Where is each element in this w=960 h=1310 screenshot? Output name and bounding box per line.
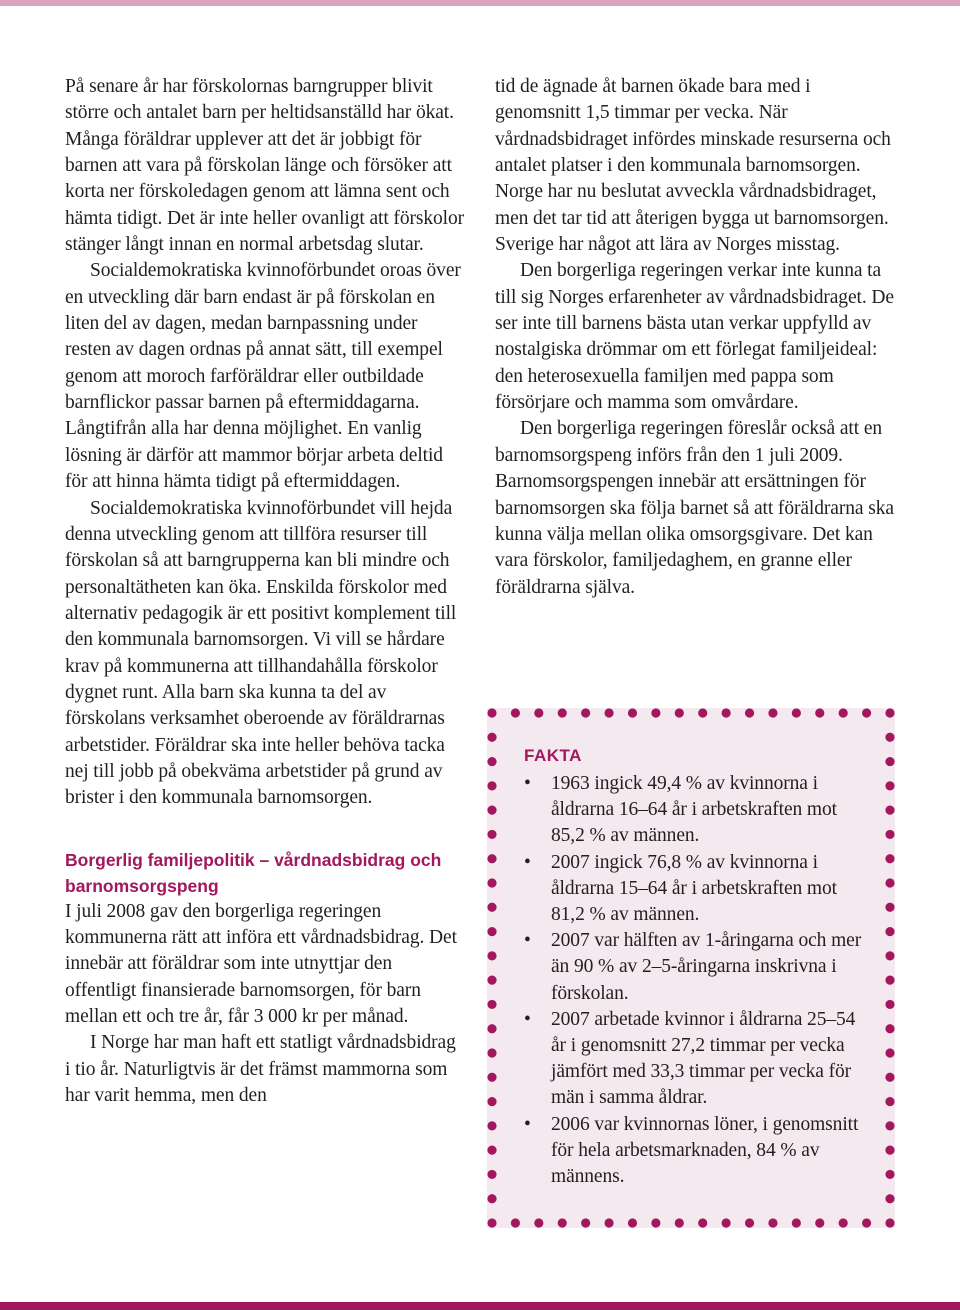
border-dot <box>885 1218 894 1227</box>
border-dot <box>885 976 894 985</box>
border-dot <box>768 1218 777 1227</box>
border-dot <box>487 1146 496 1155</box>
border-dot <box>511 1218 520 1227</box>
border-dot <box>558 1218 567 1227</box>
left-text-column <box>65 74 465 1109</box>
border-dot <box>487 806 496 815</box>
border-dot <box>862 1218 871 1227</box>
border-dot <box>815 1218 824 1227</box>
border-dot <box>698 708 707 717</box>
border-dot <box>885 1024 894 1033</box>
border-dot <box>885 806 894 815</box>
border-dot <box>487 1048 496 1057</box>
border-dot <box>885 708 894 717</box>
border-dot <box>487 976 496 985</box>
border-dot <box>487 708 496 717</box>
border-dot <box>487 1121 496 1130</box>
border-dot <box>558 708 567 717</box>
border-dot <box>581 1218 590 1227</box>
body-paragraph: I Norge har man haft ett statligt vårdnadsbidrag i tio år. Naturligtvis är det främst mammorna som har varit hemma, men den <box>65 1032 456 1107</box>
border-dot <box>487 927 496 936</box>
border-dot <box>487 733 496 742</box>
bottom-decorative-bar <box>0 1302 960 1310</box>
border-dot <box>628 708 637 717</box>
border-dot <box>487 1073 496 1082</box>
border-dot <box>487 830 496 839</box>
fakta-box <box>487 708 895 1228</box>
border-dot <box>534 1218 543 1227</box>
border-dot <box>675 708 684 717</box>
border-dot <box>511 708 520 717</box>
border-dot <box>722 1218 731 1227</box>
fakta-item: • 2007 ingick 76,8 % av kvinnorna i åldrarna 15–64 år i arbetskraften mot 81,2 % av männen. <box>524 850 864 929</box>
border-dot <box>651 708 660 717</box>
fakta-item: • 2007 var hälften av 1-åringarna och mer än 90 % av 2–5-åringarna inskrivna i förskolan. <box>524 928 864 1007</box>
border-dot <box>698 1218 707 1227</box>
border-dot <box>487 1194 496 1203</box>
border-dot <box>722 708 731 717</box>
border-dot <box>839 708 848 717</box>
border-dot <box>487 1218 496 1227</box>
body-paragraph: I juli 2008 gav den borgerliga regeringen kommunerna rätt att införa ett vårdnadsbidrag. Det innebär att föräldrar som inte utnyttjar den offentligt finansierade barnomsorgen, för barn mellan ett och tre år, får 3 000 kr per månad. <box>65 900 457 1027</box>
border-dot <box>885 927 894 936</box>
border-dot <box>604 1218 613 1227</box>
border-dot <box>534 708 543 717</box>
border-dot <box>885 1121 894 1130</box>
border-dot <box>487 854 496 863</box>
border-dot <box>815 708 824 717</box>
border-dot <box>885 1097 894 1106</box>
section-heading: Borgerlig familjepolitik – vårdnadsbidrag och barnomsorgspeng <box>65 849 442 896</box>
border-dot <box>885 830 894 839</box>
border-dot <box>487 951 496 960</box>
border-dot <box>487 781 496 790</box>
border-dot <box>885 1048 894 1057</box>
border-dot <box>487 878 496 887</box>
border-dot <box>745 708 754 717</box>
border-dot <box>745 1218 754 1227</box>
border-dot <box>604 708 613 717</box>
border-dot <box>628 1218 637 1227</box>
fakta-item: • 1963 ingick 49,4 % av kvinnorna i åldrarna 16–64 år i arbetskraften mot 85,2 % av männen. <box>524 771 864 850</box>
border-dot <box>885 903 894 912</box>
border-dot <box>487 1097 496 1106</box>
body-paragraph: På senare år har förskolornas barngrupper blivit större och antalet barn per heltidsanställd har ökat. Många föräldrar upplever att det är jobbigt för barnen att vara på förskolan länge och försöker att korta ner förskoledagen genom att lämna sent och hämta tidigt. Det är inte heller ovanligt att förskolor stänger långt innan en normal arbetsdag slutar. <box>65 76 465 256</box>
border-dot <box>885 854 894 863</box>
border-dot <box>862 708 871 717</box>
body-paragraph: Den borgerliga regeringen föreslår också att en barnomsorgspeng införs från den 1 juli 2009. Barnomsorgspengen innebär att ersättningen för barnomsorgen ska följa barnet så att föräldrarna ska kunna välja mellan olika omsorgsgivare. Det kan vara förskolor, familjedaghem, en granne eller föräldrarna själva. <box>495 418 894 598</box>
border-dot <box>487 1170 496 1179</box>
fakta-title: FAKTA <box>524 746 582 765</box>
border-dot <box>768 708 777 717</box>
border-dot <box>885 781 894 790</box>
border-dot <box>885 1073 894 1082</box>
border-dot <box>651 1218 660 1227</box>
border-dot <box>885 1146 894 1155</box>
body-paragraph: tid de ägnade åt barnen ökade bara med i genomsnitt 1,5 timmar per vecka. När vårdnadsbidraget infördes minskade resurserna och antalet platser i den kommunala barnomsorgen. Norge har nu beslutat avveckla vårdnadsbidraget, men det tar tid att återigen bygga ut barnomsorgen. Sverige har något att lära av Norges misstag. <box>495 76 891 256</box>
border-dot <box>792 708 801 717</box>
border-dot <box>885 1170 894 1179</box>
border-dot <box>581 708 590 717</box>
body-paragraph: Socialdemokratiska kvinnoförbundet vill hejda denna utveckling genom att tillföra resurser till förskolan så att barngrupperna kan bli mindre och personaltätheten kan öka. Enskilda förskolor med alternativ pedagogik är ett positivt komplement till den kommunala barnomsorgen. Vi vill se hårdare krav på kommunerna att tillhandahålla förskolor dygnet runt. Alla barn ska kunna ta del av förskolans verksamhet oberoende av föräldrarnas arbetstider. Föräldrar ska inte heller behöva tacka nej till jobb på obekväma arbetstider på grund av brister i den kommunala barnomsorgen. <box>65 497 457 809</box>
border-dot <box>885 1000 894 1009</box>
border-dot <box>487 1024 496 1033</box>
border-dot <box>487 1000 496 1009</box>
border-dot <box>839 1218 848 1227</box>
fakta-item: • 2006 var kvinnornas löner, i genomsnitt för hela arbetsmarknaden, 84 % av männens. <box>524 1112 864 1191</box>
border-dot <box>675 1218 684 1227</box>
right-text-column <box>495 74 895 601</box>
border-dot <box>487 757 496 766</box>
border-dot <box>885 1194 894 1203</box>
border-dot <box>885 733 894 742</box>
border-dot <box>885 951 894 960</box>
border-dot <box>487 903 496 912</box>
border-dot <box>885 757 894 766</box>
border-dot <box>792 1218 801 1227</box>
top-decorative-bar <box>0 0 960 6</box>
body-paragraph: Socialdemokratiska kvinnoförbundet oroas över en utveckling där barn endast är på förskolan en liten del av dagen, medan barnpassning under resten av dagen ordnas på annat sätt, till exempel genom att moroch farföräldrar eller outbildade barnflickor passar barnen på eftermiddagarna. Långtifrån alla har denna möjlighet. En vanlig lösning är därför att mammor börjar arbeta deltid för att hinna hämta tidigt på eftermiddagen. <box>65 260 461 493</box>
fakta-item: • 2007 arbetade kvinnor i åldrarna 25–54 år i genomsnitt 27,2 timmar per vecka jämfört med 33,3 timmar per vecka för män i samma åldrar. <box>524 1007 864 1112</box>
body-paragraph: Den borgerliga regeringen verkar inte kunna ta till sig Norges erfarenheter av vårdnadsbidraget. De ser inte till barnens bästa utan verkar uppfylld av nostalgiska drömmar om ett förlegat familjeideal: den heterosexuella familjen med pappa som försörjare och mamma som omvårdare. <box>495 260 894 414</box>
fakta-list <box>524 771 864 1190</box>
border-dot <box>885 878 894 887</box>
